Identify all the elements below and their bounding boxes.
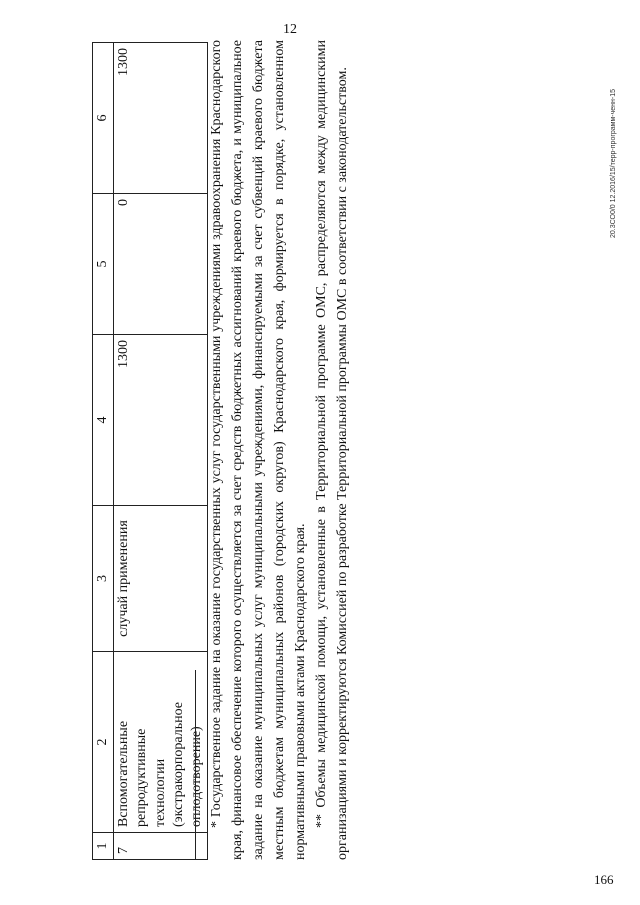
- row-unit: случай применения: [114, 506, 208, 652]
- row-value-col4: 1300: [114, 335, 208, 506]
- page-number-bottom: 166: [594, 872, 614, 887]
- row-value-col5: 0: [114, 194, 208, 335]
- row-service-name: Вспомогательные репродуктивные технологии (экстракорпоральное оплодотворение): [114, 652, 208, 833]
- rotated-content: [92, 40, 412, 860]
- row-number: 7: [114, 833, 208, 860]
- table-row: [114, 43, 208, 860]
- row-value-col6: 1300: [114, 43, 208, 194]
- header-cell: 3: [93, 506, 114, 652]
- header-cell: 5: [93, 194, 114, 335]
- footnotes: [206, 40, 353, 860]
- volume-table: [92, 42, 208, 860]
- page-number-top: 12: [283, 22, 297, 37]
- header-cell: 2: [93, 652, 114, 833]
- footnote-2: ** Объемы медицинской помощи, установленные в Территориальной программе ОМС, распределяются между медицинскими организациями и корректируются Комиссией по разработке Территориальной программы ОМС в соответствии с законодательством.: [314, 40, 350, 860]
- header-cell: 6: [93, 43, 114, 194]
- document-code: 20.3СО0/0 12.2016/15/терр-программ-ченн-15: [610, 88, 617, 238]
- footnote-1: * Государственное задание на оказание государственных услуг государственными учреждениями здравоохранения Краснодарского края, финансовое обеспечение которого осуществляется за счет средств бюджетных ассигнований краевого бюджета, и муниципальное задание на оказание муниципальных услуг муниципальными учреждениями, финансируемыми за счет субвенций краевого бюджета местным бюджетам муниципальных районов (городских округов) Краснодарского края, формируется в порядке, установленном нормативными правовыми актами Краснодарского края.: [209, 40, 308, 860]
- header-cell: 4: [93, 335, 114, 506]
- table-header-row: [93, 43, 114, 860]
- footnote-separator: [195, 670, 196, 860]
- header-cell: 1: [93, 833, 114, 860]
